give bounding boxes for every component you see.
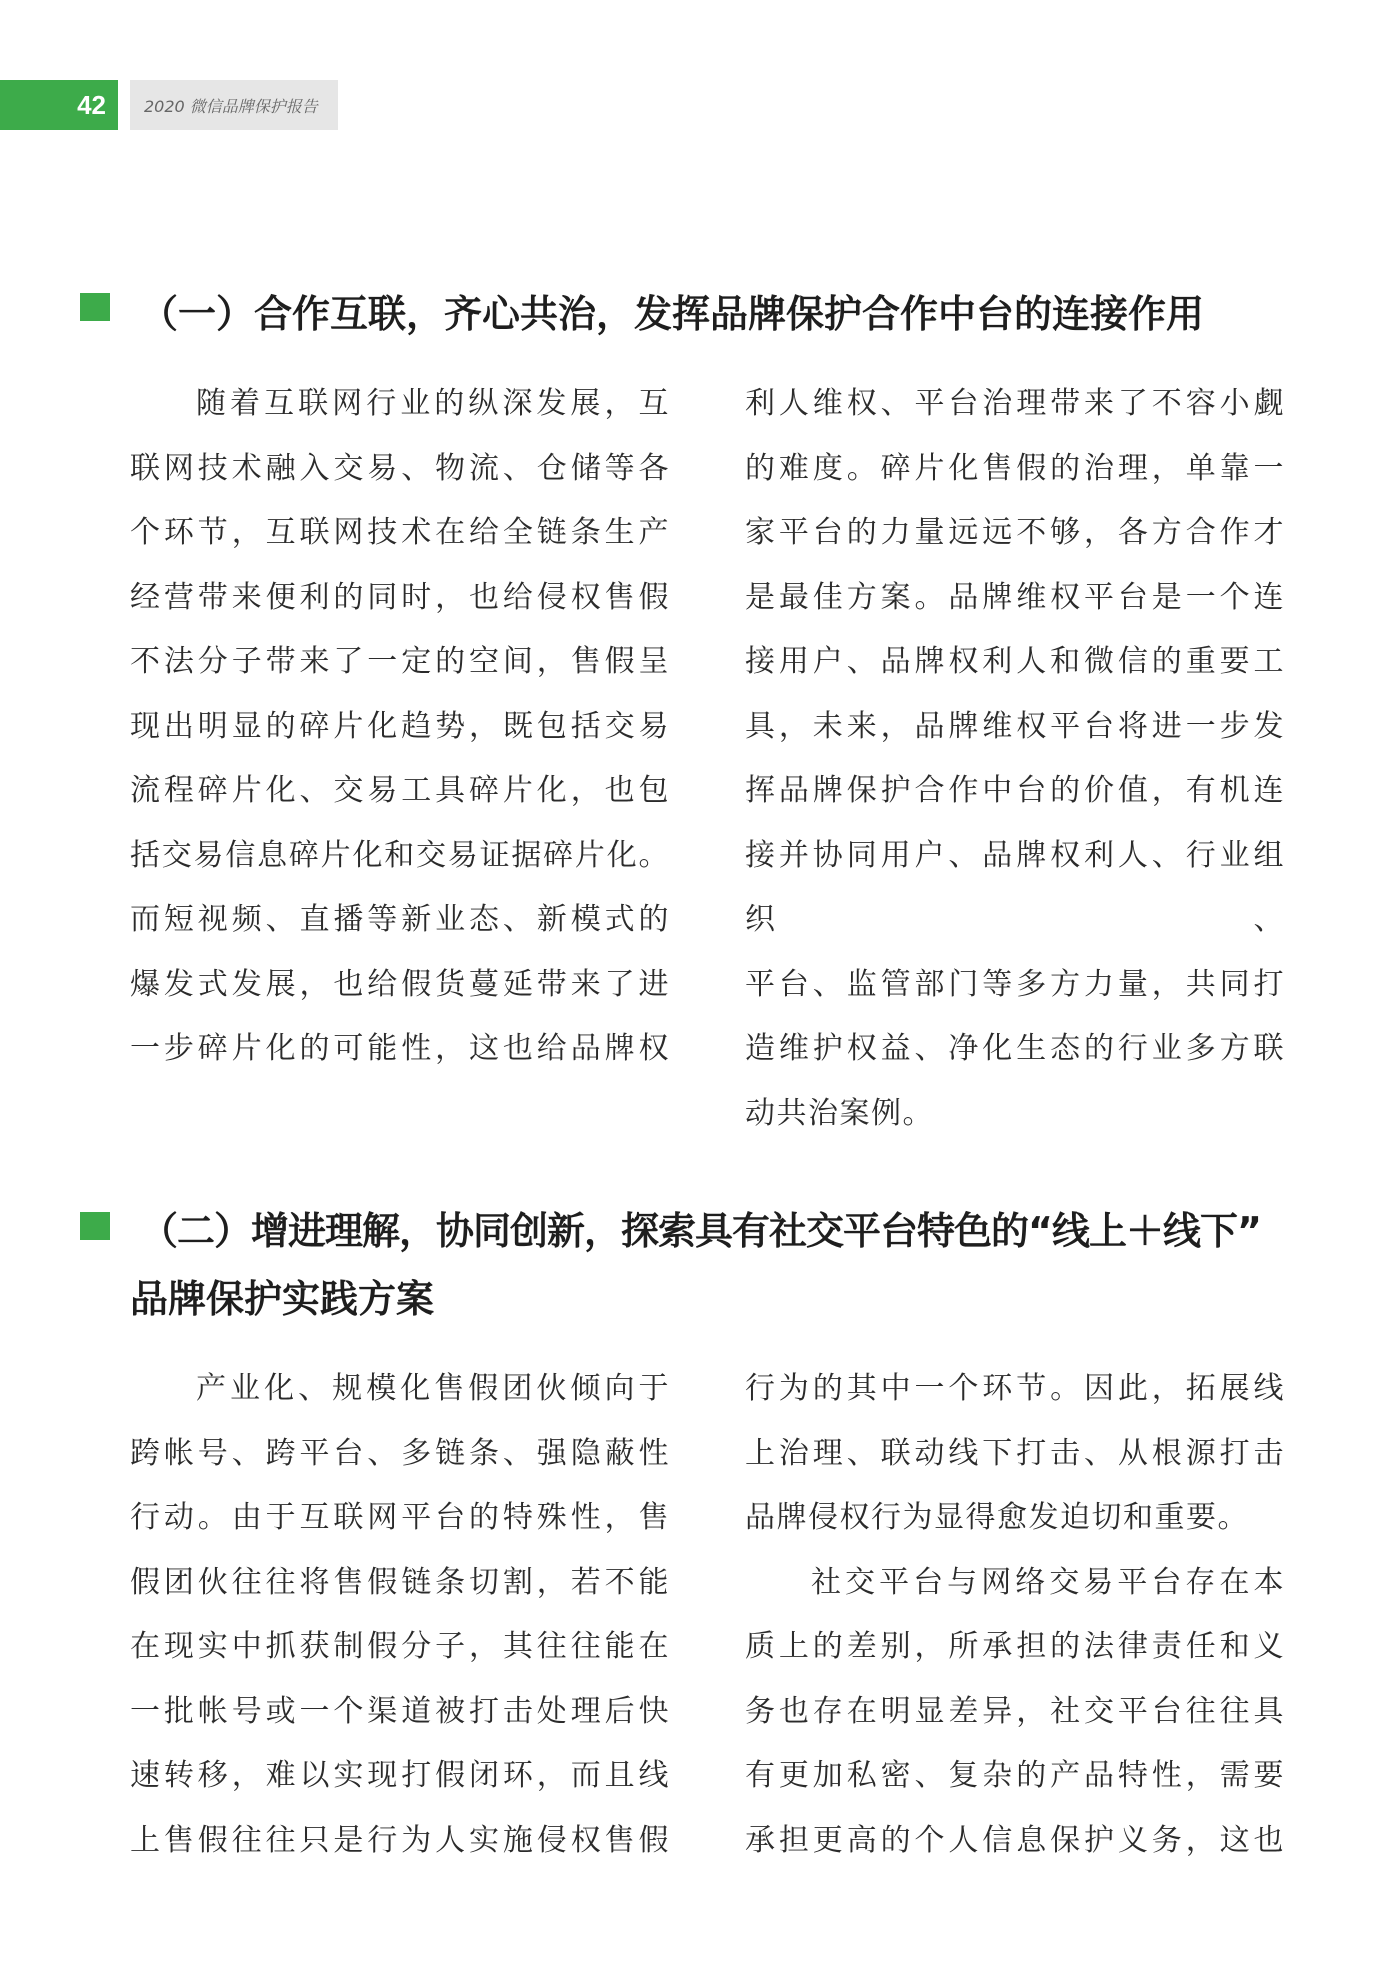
- body-line: 爆发式发展，也给假货蔓延带来了进: [130, 966, 670, 1002]
- body-line: 动共治案例。: [745, 1095, 934, 1131]
- page-number: 42: [0, 80, 118, 130]
- body-line: 速转移，难以实现打假闭环，而且线: [130, 1758, 670, 1793]
- section-heading-1-text: （一）合作互联，齐心共治，发挥品牌保护合作中台的连接作用: [140, 292, 1205, 336]
- body-line: 接用户、品牌权利人和微信的重要工: [745, 644, 1285, 679]
- page-header: [0, 80, 338, 130]
- section-heading-2-line2: 品牌保护实践方案: [130, 1277, 435, 1321]
- body-line: 务也存在明显差异，社交平台往往具: [745, 1693, 1285, 1729]
- body-line: 假团伙往往将售假链条切割，若不能: [130, 1564, 670, 1600]
- section-2-right-column: [745, 1357, 1285, 1873]
- section-marker-icon: [80, 1212, 110, 1240]
- body-line: 质上的差别，所承担的法律责任和义: [745, 1629, 1285, 1664]
- body-line: 家平台的力量远远不够，各方合作才: [745, 515, 1285, 550]
- report-title: 2020 微信品牌保护报告: [130, 80, 338, 130]
- body-line: 品牌侵权行为显得愈发迫切和重要。: [745, 1500, 1249, 1535]
- body-line: 行为的其中一个环节。因此，拓展线: [745, 1371, 1285, 1406]
- section-heading-2-line1: （二）增进理解，协同创新，探索具有社交平台特色的“线上＋线下”: [140, 1209, 1261, 1253]
- body-line: 跨帐号、跨平台、多链条、强隐蔽性: [130, 1435, 670, 1471]
- body-line: 的难度。碎片化售假的治理，单靠一: [745, 450, 1285, 486]
- body-line: 一批帐号或一个渠道被打击处理后快: [130, 1693, 670, 1729]
- section-2-left-column: [130, 1357, 670, 1873]
- section-marker-icon: [80, 293, 110, 321]
- body-line: 在现实中抓获制假分子，其往往能在: [130, 1629, 670, 1664]
- body-line: 产业化、规模化售假团伙倾向于: [196, 1371, 670, 1406]
- body-line: 一步碎片化的可能性，这也给品牌权: [130, 1031, 670, 1066]
- body-line: 括交易信息碎片化和交易证据碎片化。: [130, 837, 670, 873]
- body-line: 不法分子带来了一定的空间，售假呈: [130, 644, 670, 679]
- body-line: 具，未来，品牌维权平台将进一步发: [745, 708, 1285, 744]
- section-1-right-column: [745, 372, 1285, 1146]
- section-1-left-column: [130, 372, 670, 1082]
- body-line: 平台、监管部门等多方力量，共同打: [745, 966, 1285, 1002]
- body-line: 流程碎片化、交易工具碎片化，也包: [130, 773, 670, 808]
- body-line: 承担更高的个人信息保护义务，这也: [745, 1822, 1285, 1858]
- body-line: 造维护权益、净化生态的行业多方联: [745, 1031, 1285, 1066]
- body-line: 现出明显的碎片化趋势，既包括交易: [130, 708, 670, 744]
- body-line: 而短视频、直播等新业态、新模式的: [130, 902, 670, 937]
- body-line: 挥品牌保护合作中台的价值，有机连: [745, 773, 1285, 808]
- body-line: 联网技术融入交易、物流、仓储等各: [130, 450, 670, 486]
- body-line: 是最佳方案。品牌维权平台是一个连: [745, 579, 1285, 615]
- body-line: 行动。由于互联网平台的特殊性，售: [130, 1500, 670, 1535]
- body-line: 上售假往往只是行为人实施侵权售假: [130, 1822, 670, 1858]
- body-line: 社交平台与网络交易平台存在本: [811, 1564, 1285, 1600]
- body-line: 个环节，互联网技术在给全链条生产: [130, 515, 670, 550]
- body-line: 随着互联网行业的纵深发展，互: [196, 386, 670, 421]
- body-line: 上治理、联动线下打击、从根源打击: [745, 1435, 1285, 1471]
- body-line: 利人维权、平台治理带来了不容小觑: [745, 386, 1285, 421]
- body-line: 接并协同用户、品牌权利人、行业组织、: [745, 837, 1285, 937]
- body-line: 经营带来便利的同时，也给侵权售假: [130, 579, 670, 615]
- body-line: 有更加私密、复杂的产品特性，需要: [745, 1758, 1285, 1793]
